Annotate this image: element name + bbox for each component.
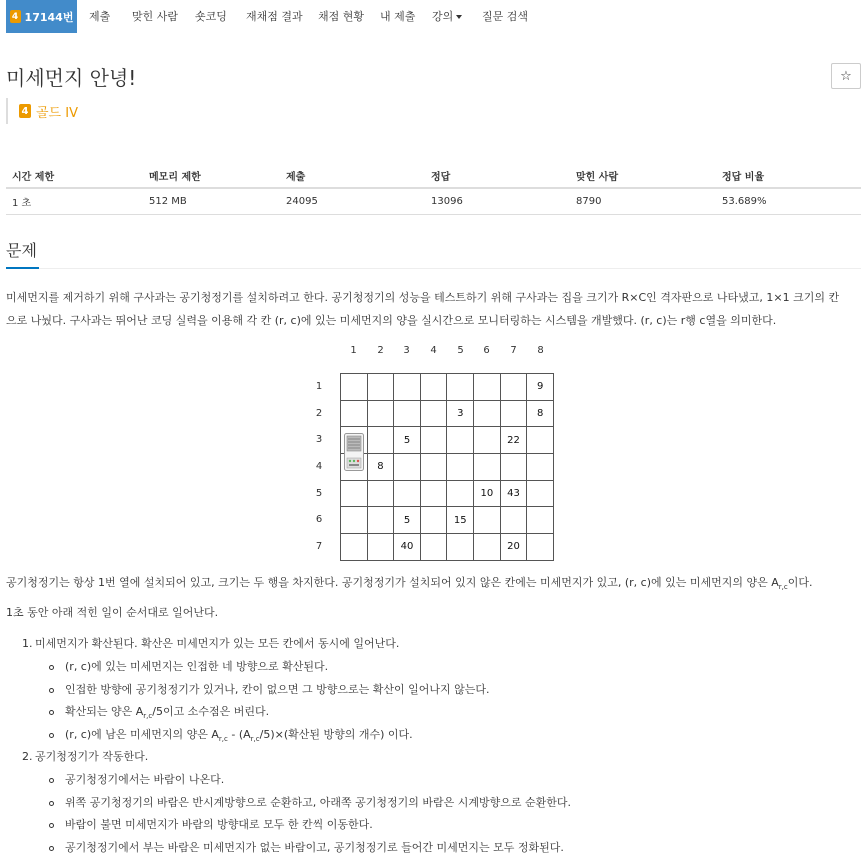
header-solved-users: 맞힌 사람 bbox=[570, 163, 716, 188]
bullet-icon bbox=[49, 846, 54, 851]
row-label: 1 bbox=[315, 381, 323, 392]
list-item bbox=[22, 635, 399, 651]
bullet-icon bbox=[49, 733, 54, 738]
bullet-icon bbox=[49, 710, 54, 715]
subscript: r,c bbox=[778, 583, 788, 592]
grid-cell: 20 bbox=[500, 534, 527, 561]
page-title: 미세먼지 안녕! bbox=[6, 66, 137, 90]
description-text: 이다. bbox=[787, 576, 813, 589]
grid-cell bbox=[367, 480, 394, 507]
nav-rejudge-results[interactable]: 재채점 결과 bbox=[246, 10, 303, 23]
step-text: (r, c)에 남은 미세먼지의 양은 A bbox=[65, 728, 219, 741]
grid-cell bbox=[420, 427, 447, 454]
step-text: /5이고 소수점은 버린다. bbox=[152, 705, 270, 718]
subscript: r,c bbox=[250, 735, 260, 744]
top-nav bbox=[0, 0, 868, 33]
column-label: 3 bbox=[403, 345, 410, 356]
step-text: 미세먼지가 확산된다. 확산은 미세먼지가 있는 모든 칸에서 동시에 일어난다. bbox=[35, 637, 400, 650]
grid-cell bbox=[527, 454, 554, 481]
grid-cell bbox=[367, 400, 394, 427]
grid-cell bbox=[420, 374, 447, 401]
column-label: 6 bbox=[483, 345, 490, 356]
grid-cell bbox=[341, 534, 368, 561]
nav-my-submissions[interactable]: 내 제출 bbox=[380, 10, 416, 23]
description-text: 공기청정기는 항상 1번 열에 설치되어 있고, 크기는 두 행을 차지한다. 공기청정기가 설치되어 있지 않은 칸에는 미세먼지가 있고, (r, c)에 있는 미세먼지의 양은 A bbox=[6, 576, 779, 589]
example-grid-figure bbox=[300, 340, 570, 565]
grid-cell: 22 bbox=[500, 427, 527, 454]
solved-users-value: 8790 bbox=[570, 188, 716, 214]
step-number: 2. bbox=[22, 750, 33, 763]
description-line: 미세먼지를 제거하기 위해 구사과는 공기청정기를 설치하려고 한다. 공기청정기의 성능을 테스트하기 위해 구사과는 집을 크기가 R×C인 격자판으로 나타냈고, 1×1 크기의 칸 bbox=[6, 291, 840, 304]
accept-rate-value: 53.689% bbox=[716, 188, 861, 214]
column-label: 4 bbox=[430, 345, 437, 356]
problem-tier bbox=[6, 98, 78, 124]
grid-cell bbox=[367, 534, 394, 561]
grid-cell bbox=[527, 480, 554, 507]
caret-down-icon bbox=[456, 15, 462, 19]
grid-cell bbox=[474, 534, 501, 561]
grid-cell bbox=[447, 427, 474, 454]
grid-cell: 8 bbox=[367, 454, 394, 481]
column-label: 7 bbox=[510, 345, 517, 356]
table-row bbox=[6, 188, 861, 214]
bullet-icon bbox=[49, 778, 54, 783]
grid-cell: 5 bbox=[394, 507, 421, 534]
grid-cell: 10 bbox=[474, 480, 501, 507]
grid-cell bbox=[420, 480, 447, 507]
problem-number-label: 17144번 bbox=[24, 10, 74, 24]
header-memory-limit: 메모리 제한 bbox=[143, 163, 280, 188]
step-text: - (A bbox=[227, 728, 251, 741]
bullet-icon bbox=[49, 665, 54, 670]
column-label: 2 bbox=[377, 345, 384, 356]
header-accepted: 정답 bbox=[425, 163, 570, 188]
grid-cell bbox=[394, 374, 421, 401]
grid-cell bbox=[420, 534, 447, 561]
column-label: 5 bbox=[457, 345, 464, 356]
row-label: 2 bbox=[315, 408, 323, 419]
grid-cell: 43 bbox=[500, 480, 527, 507]
memory-limit-value: 512 MB bbox=[143, 188, 280, 214]
description-line: 1초 동안 아래 적힌 일이 순서대로 일어난다. bbox=[6, 606, 219, 619]
favorite-button[interactable] bbox=[831, 63, 861, 89]
grid-cell bbox=[394, 454, 421, 481]
subscript: r,c bbox=[218, 735, 228, 744]
step-text: 공기청정기가 작동한다. bbox=[35, 750, 149, 763]
grid-cell bbox=[341, 374, 368, 401]
list-item bbox=[49, 681, 490, 697]
grid-cell bbox=[500, 507, 527, 534]
accepted-value: 13096 bbox=[425, 188, 570, 214]
row-label: 7 bbox=[315, 541, 323, 552]
submissions-value: 24095 bbox=[280, 188, 425, 214]
section-title: 문제 bbox=[6, 239, 39, 269]
grid-cell bbox=[420, 507, 447, 534]
grid-cell bbox=[341, 480, 368, 507]
nav-status[interactable]: 채점 현황 bbox=[318, 10, 365, 23]
grid-row bbox=[341, 454, 554, 481]
grid-cell bbox=[474, 507, 501, 534]
nav-lectures-label: 강의 bbox=[432, 10, 454, 23]
nav-question-search[interactable]: 질문 검색 bbox=[482, 10, 529, 23]
grid-cell bbox=[420, 454, 447, 481]
time-limit-value: 1 초 bbox=[6, 188, 143, 214]
grid-cell bbox=[474, 374, 501, 401]
bullet-icon bbox=[49, 688, 54, 693]
air-purifier-icon bbox=[343, 432, 365, 472]
grid-cell: 3 bbox=[447, 400, 474, 427]
grid-cell bbox=[341, 507, 368, 534]
tier-icon: 4 bbox=[19, 104, 31, 118]
list-item bbox=[49, 839, 564, 855]
table-header-row bbox=[6, 163, 861, 188]
tier-icon: 4 bbox=[10, 10, 21, 23]
step-text: 공기청정기에서 부는 바람은 미세먼지가 없는 바람이고, 공기청정기로 들어간 미세먼지는 모두 정화된다. bbox=[65, 841, 564, 854]
grid-row bbox=[341, 427, 554, 454]
step-text: 공기청정기에서는 바람이 나온다. bbox=[65, 773, 225, 786]
column-label: 8 bbox=[537, 345, 544, 356]
dust-grid bbox=[340, 373, 554, 561]
grid-cell bbox=[474, 454, 501, 481]
row-label: 3 bbox=[315, 434, 323, 445]
column-label: 1 bbox=[350, 345, 357, 356]
grid-cell bbox=[447, 374, 474, 401]
step-number: 1. bbox=[22, 637, 33, 650]
grid-cell bbox=[474, 400, 501, 427]
description-line: 으로 나눴다. 구사과는 뛰어난 코딩 실력을 이용해 각 칸 (r, c)에 있는 미세먼지의 양을 실시간으로 모니터링하는 시스템을 개발했다. (r, c)는 r행 c열을 의미한다. bbox=[6, 314, 777, 327]
description-line bbox=[6, 571, 812, 599]
problem-number-tab[interactable] bbox=[6, 0, 77, 33]
grid-cell bbox=[447, 454, 474, 481]
grid-cell bbox=[447, 480, 474, 507]
step-text: 인접한 방향에 공기청정기가 있거나, 칸이 없으면 그 방향으로는 확산이 일어나지 않는다. bbox=[65, 683, 490, 696]
step-text: 확산되는 양은 A bbox=[65, 705, 144, 718]
nav-lectures-dropdown[interactable] bbox=[432, 0, 462, 33]
list-item bbox=[22, 748, 148, 764]
grid-cell bbox=[527, 427, 554, 454]
step-text: 바람이 불면 미세먼지가 바람의 방향대로 모두 한 칸씩 이동한다. bbox=[65, 818, 373, 831]
nav-solved-users[interactable]: 맞힌 사람 bbox=[132, 10, 179, 23]
step-text: /5)×(확산된 방향의 개수) 이다. bbox=[259, 728, 413, 741]
step-text: (r, c)에 있는 미세먼지는 인접한 네 방향으로 확산된다. bbox=[65, 660, 329, 673]
nav-submit[interactable]: 제출 bbox=[89, 10, 111, 23]
grid-cell bbox=[420, 400, 447, 427]
grid-row bbox=[341, 480, 554, 507]
bullet-icon bbox=[49, 823, 54, 828]
list-item bbox=[49, 726, 413, 743]
header-accept-rate: 정답 비율 bbox=[716, 163, 861, 188]
bullet-icon bbox=[49, 801, 54, 806]
grid-cell bbox=[500, 454, 527, 481]
grid-cell: 5 bbox=[394, 427, 421, 454]
grid-cell: 8 bbox=[527, 400, 554, 427]
grid-cell bbox=[367, 427, 394, 454]
list-item bbox=[49, 658, 328, 674]
problem-stats-table bbox=[6, 163, 861, 215]
grid-row bbox=[341, 374, 554, 401]
star-icon: ☆ bbox=[840, 68, 852, 84]
subscript: r,c bbox=[143, 712, 153, 721]
problem-section-header bbox=[6, 239, 861, 269]
grid-cell: 40 bbox=[394, 534, 421, 561]
list-item bbox=[49, 794, 571, 810]
nav-short-coding[interactable]: 숏코딩 bbox=[195, 10, 227, 23]
list-item bbox=[49, 703, 269, 720]
grid-cell bbox=[341, 400, 368, 427]
grid-cell bbox=[394, 480, 421, 507]
tier-label: 골드 IV bbox=[36, 105, 78, 121]
grid-cell bbox=[500, 400, 527, 427]
list-item bbox=[49, 816, 373, 832]
grid-cell bbox=[527, 534, 554, 561]
grid-cell bbox=[367, 507, 394, 534]
list-item bbox=[49, 771, 224, 787]
grid-row bbox=[341, 400, 554, 427]
grid-cell: 15 bbox=[447, 507, 474, 534]
grid-row bbox=[341, 534, 554, 561]
grid-cell: 9 bbox=[527, 374, 554, 401]
header-time-limit: 시간 제한 bbox=[6, 163, 143, 188]
grid-cell bbox=[367, 374, 394, 401]
grid-cell bbox=[500, 374, 527, 401]
row-label: 5 bbox=[315, 488, 323, 499]
grid-cell bbox=[447, 534, 474, 561]
row-label: 6 bbox=[315, 514, 323, 525]
step-text: 위쪽 공기청정기의 바람은 반시계방향으로 순환하고, 아래쪽 공기청정기의 바람은 시계방향으로 순환한다. bbox=[65, 796, 572, 809]
grid-cell bbox=[527, 507, 554, 534]
row-label: 4 bbox=[315, 461, 323, 472]
grid-row bbox=[341, 507, 554, 534]
grid-cell bbox=[394, 400, 421, 427]
header-submissions: 제출 bbox=[280, 163, 425, 188]
grid-cell bbox=[474, 427, 501, 454]
